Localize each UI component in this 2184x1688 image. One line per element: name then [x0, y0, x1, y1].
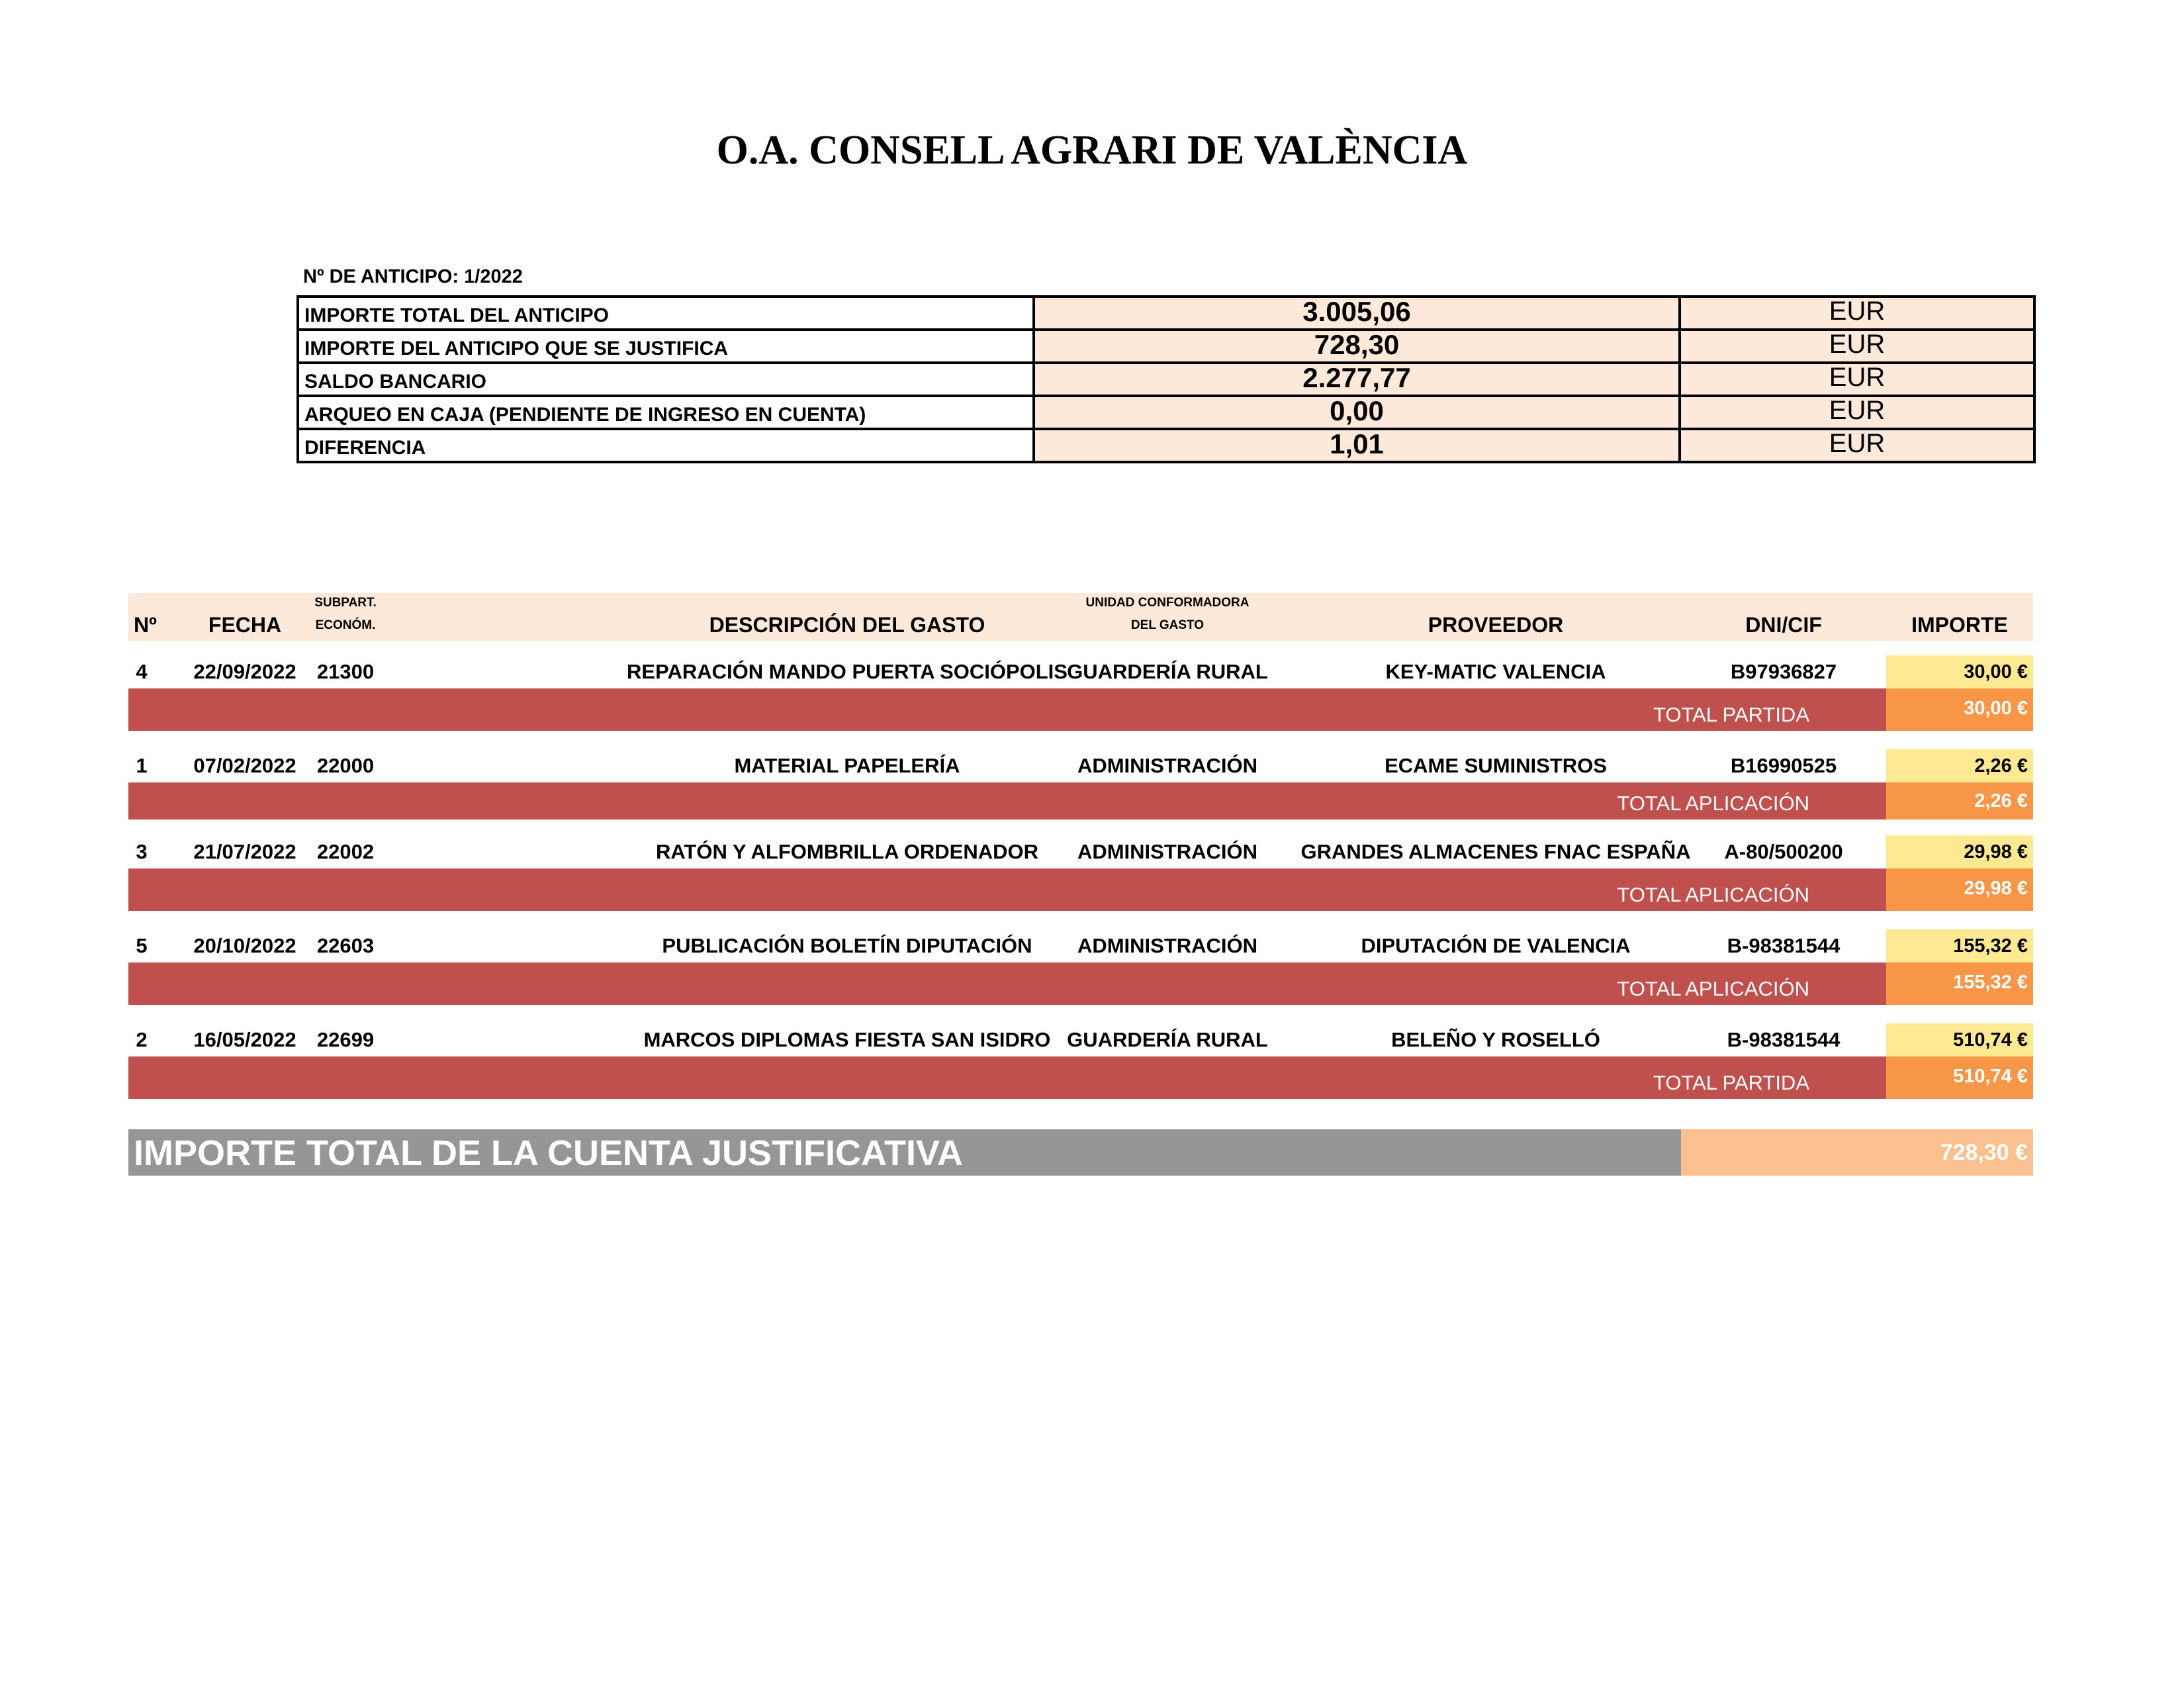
row-dni: B-98381544: [1727, 934, 1841, 957]
row-importe: 510,74 €: [1886, 1023, 2033, 1056]
total-amount: 510,74 €: [1886, 1056, 2033, 1099]
anticipo-number-label: Nº DE ANTICIPO: 1/2022: [303, 266, 523, 287]
total-row: [128, 782, 2033, 820]
row-fecha: 21/07/2022: [193, 840, 296, 863]
row-fecha: 20/10/2022: [193, 934, 296, 957]
summary-row: [298, 297, 2034, 330]
row-descripcion: MARCOS DIPLOMAS FIESTA SAN ISIDRO: [643, 1028, 1051, 1051]
row-importe: 29,98 €: [1886, 835, 2033, 868]
header-subpart-1: SUBPART.: [314, 596, 377, 610]
row-fecha: 16/05/2022: [193, 1028, 296, 1051]
summary-table: [296, 295, 2036, 463]
row-subpart: 22699: [316, 1028, 375, 1051]
row-importe: 2,26 €: [1886, 749, 2033, 782]
row-num: 2: [136, 1028, 148, 1051]
total-label: TOTAL APLICACIÓN: [1617, 883, 1809, 906]
total-label: TOTAL PARTIDA: [1653, 703, 1809, 726]
summary-currency: EUR: [1680, 297, 2034, 330]
total-label: TOTAL APLICACIÓN: [1617, 977, 1809, 1000]
header-importe: IMPORTE: [1911, 613, 2008, 637]
header-fecha: FECHA: [208, 613, 282, 637]
row-subpart: 22000: [316, 754, 375, 777]
total-row: [128, 688, 2033, 731]
row-num: 4: [136, 660, 148, 683]
summary-value: 0,00: [1034, 396, 1680, 429]
total-row: [128, 868, 2033, 911]
summary-label: SALDO BANCARIO: [298, 363, 1034, 396]
table-row: [128, 929, 2033, 962]
row-importe: 30,00 €: [1886, 655, 2033, 688]
header-proveedor: PROVEEDOR: [1428, 613, 1564, 637]
row-num: 3: [136, 840, 148, 863]
summary-currency: EUR: [1680, 330, 2034, 363]
summary-label: ARQUEO EN CAJA (PENDIENTE DE INGRESO EN CUENTA): [298, 396, 1034, 429]
total-amount: 30,00 €: [1886, 688, 2033, 731]
header-unidad-2: DEL GASTO: [1130, 618, 1205, 632]
row-dni: B-98381544: [1727, 1028, 1841, 1051]
row-proveedor: ECAME SUMINISTROS: [1385, 754, 1607, 777]
summary-currency: EUR: [1680, 396, 2034, 429]
row-descripcion: MATERIAL PAPELERÍA: [734, 754, 960, 777]
row-subpart: 21300: [316, 660, 375, 683]
summary-row: [298, 363, 2034, 396]
row-fecha: 22/09/2022: [193, 660, 296, 683]
row-proveedor: GRANDES ALMACENES FNAC ESPAÑA: [1300, 840, 1691, 863]
total-amount: 2,26 €: [1886, 782, 2033, 820]
summary-label: IMPORTE TOTAL DEL ANTICIPO: [298, 297, 1034, 330]
table-row: [128, 749, 2033, 782]
row-proveedor: KEY-MATIC VALENCIA: [1385, 660, 1606, 683]
row-unidad: ADMINISTRACIÓN: [1077, 840, 1258, 863]
total-label: TOTAL PARTIDA: [1653, 1071, 1809, 1094]
table-row: [128, 835, 2033, 868]
row-dni: A-80/500200: [1724, 840, 1843, 863]
row-importe: 155,32 €: [1886, 929, 2033, 962]
header-subpart-2: ECONÓM.: [315, 618, 376, 632]
row-descripcion: RATÓN Y ALFOMBRILLA ORDENADOR: [655, 840, 1039, 863]
row-proveedor: DIPUTACIÓN DE VALENCIA: [1361, 934, 1631, 957]
expense-table-header: [128, 593, 2033, 641]
summary-value: 728,30: [1034, 330, 1680, 363]
summary-label: IMPORTE DEL ANTICIPO QUE SE JUSTIFICA: [298, 330, 1034, 363]
row-num: 5: [136, 934, 148, 957]
row-descripcion: REPARACIÓN MANDO PUERTA SOCIÓPOLIS: [627, 660, 1068, 683]
row-unidad: ADMINISTRACIÓN: [1077, 934, 1258, 957]
header-descripcion: DESCRIPCIÓN DEL GASTO: [709, 613, 985, 637]
row-dni: B97936827: [1730, 660, 1837, 683]
summary-value: 3.005,06: [1034, 297, 1680, 330]
grand-total-row: [128, 1129, 2033, 1176]
page-title: O.A. CONSELL AGRARI DE VALÈNCIA: [716, 128, 1468, 173]
table-row: [128, 1023, 2033, 1056]
row-subpart: 22603: [316, 934, 375, 957]
summary-row: [298, 330, 2034, 363]
row-descripcion: PUBLICACIÓN BOLETÍN DIPUTACIÓN: [662, 934, 1032, 957]
total-amount: 29,98 €: [1886, 868, 2033, 911]
row-fecha: 07/02/2022: [193, 754, 296, 777]
summary-currency: EUR: [1680, 363, 2034, 396]
header-unidad-1: UNIDAD CONFORMADORA: [1085, 596, 1250, 610]
summary-value: 2.277,77: [1034, 363, 1680, 396]
table-row: [128, 655, 2033, 688]
total-amount: 155,32 €: [1886, 962, 2033, 1005]
summary-row: [298, 429, 2034, 462]
total-label: TOTAL APLICACIÓN: [1617, 792, 1809, 815]
row-proveedor: BELEÑO Y ROSELLÓ: [1391, 1028, 1600, 1051]
header-dni: DNI/CIF: [1745, 613, 1822, 637]
total-row: [128, 962, 2033, 1005]
row-dni: B16990525: [1730, 754, 1837, 777]
row-unidad: GUARDERÍA RURAL: [1067, 1028, 1268, 1051]
grand-total-amount: 728,30 €: [1681, 1129, 2033, 1176]
row-subpart: 22002: [316, 840, 375, 863]
row-unidad: GUARDERÍA RURAL: [1067, 660, 1268, 683]
row-num: 1: [136, 754, 148, 777]
summary-value: 1,01: [1034, 429, 1680, 462]
summary-currency: EUR: [1680, 429, 2034, 462]
summary-label: DIFERENCIA: [298, 429, 1034, 462]
grand-total-label: IMPORTE TOTAL DE LA CUENTA JUSTIFICATIVA: [134, 1133, 963, 1173]
header-num: Nº: [134, 613, 157, 637]
total-row: [128, 1056, 2033, 1099]
summary-row: [298, 396, 2034, 429]
row-unidad: ADMINISTRACIÓN: [1077, 754, 1258, 777]
